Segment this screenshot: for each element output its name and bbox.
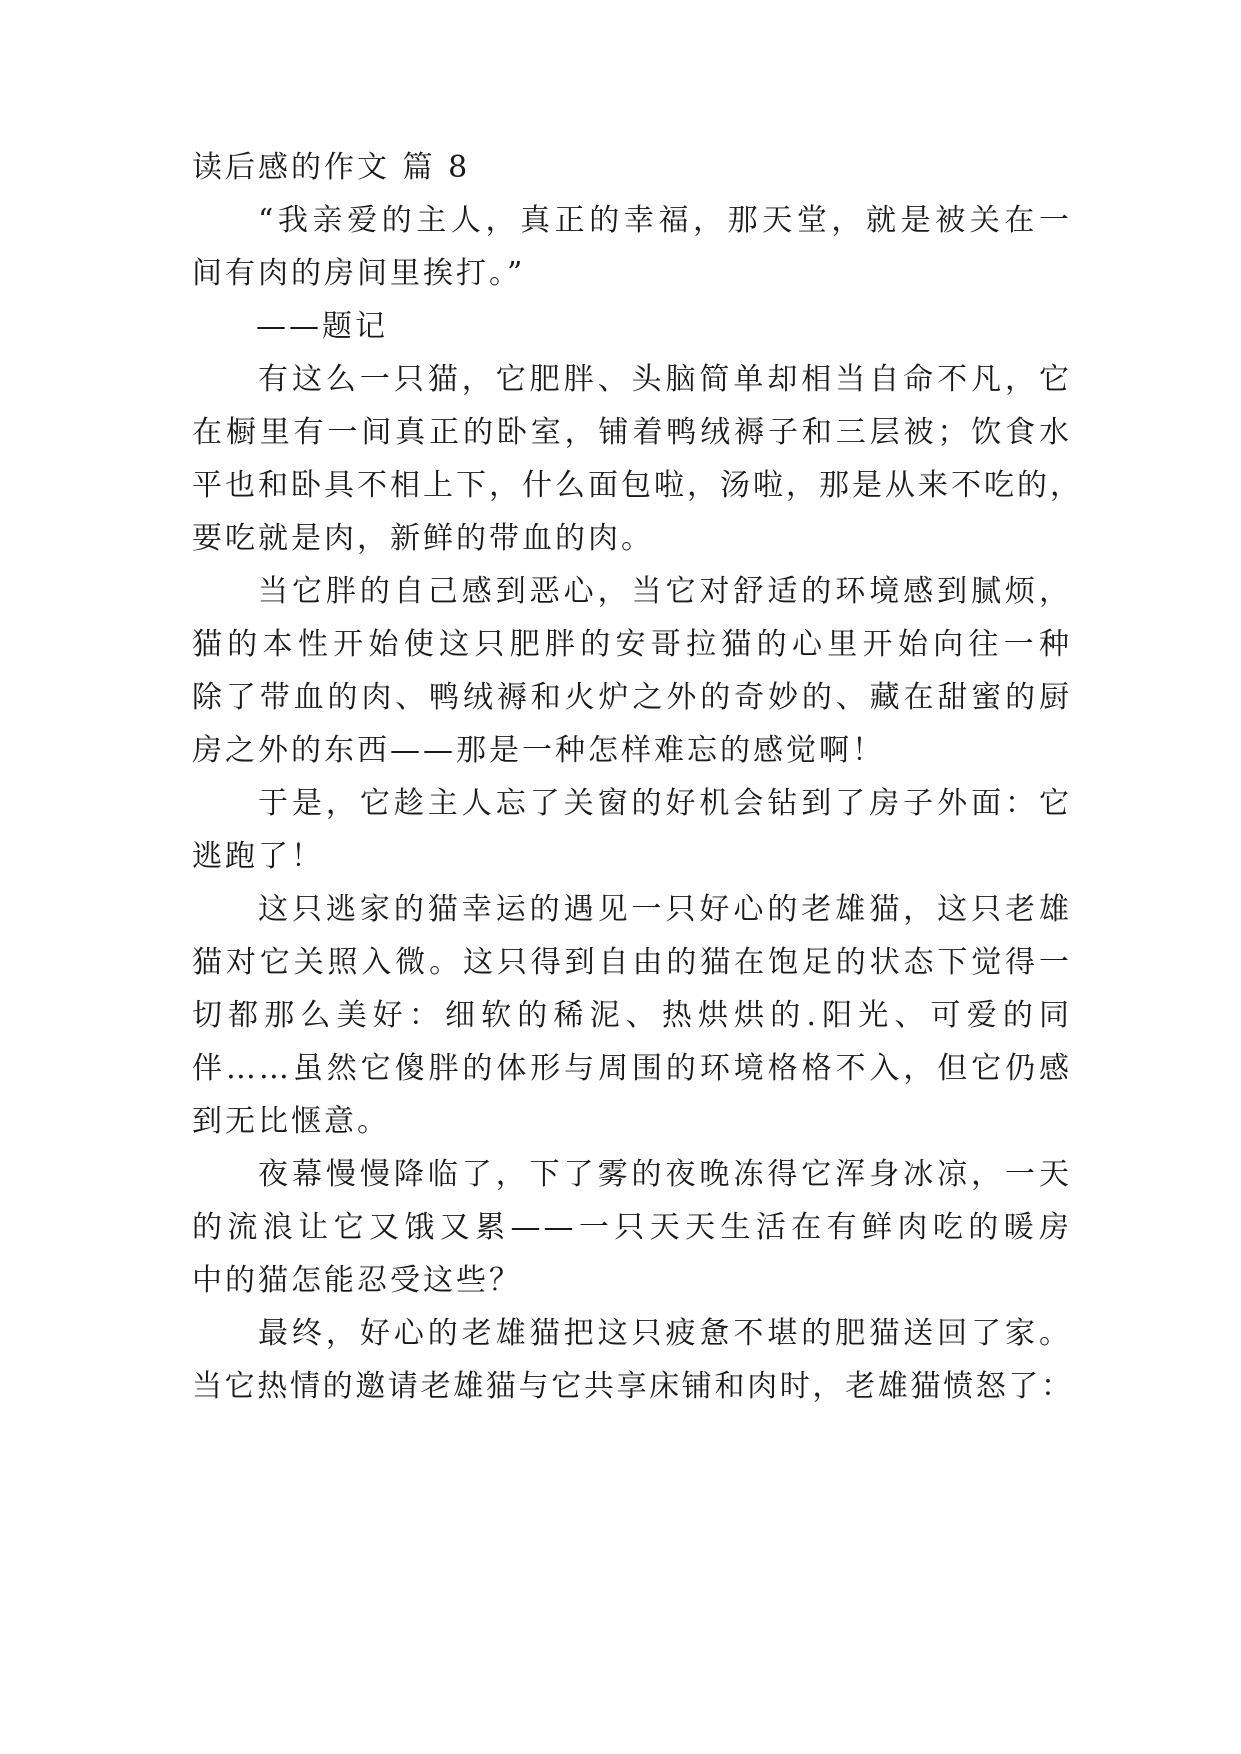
paragraph-line: 最终，好心的老雄猫把这只疲惫不堪的肥猫送回了家。	[258, 1316, 1072, 1351]
paragraph-line: 的流浪让它又饿又累——一只天天生活在有鲜肉吃的暖房	[192, 1210, 1072, 1245]
paragraph-line: 要吃就是肉，新鲜的带血的肉。	[192, 521, 654, 556]
paragraph-line: 夜幕慢慢降临了，下了雾的夜晚冻得它浑身冰凉，一天	[258, 1157, 1072, 1192]
paragraph-line: 当它热情的邀请老雄猫与它共享床铺和肉时，老雄猫愤怒了：	[192, 1369, 1072, 1404]
paragraph-line: 到无比惬意。	[192, 1104, 390, 1139]
paragraph-line: 猫对它关照入微。这只得到自由的猫在饱足的状态下觉得一	[192, 945, 1072, 980]
paragraph-line: 中的猫怎能忍受这些？	[192, 1263, 522, 1298]
document-title: 读后感的作文 篇 8	[192, 150, 471, 185]
paragraph-line: 在橱里有一间真正的卧室，铺着鸭绒褥子和三层被；饮食水	[192, 415, 1072, 450]
paragraph-line: 当它胖的自己感到恶心，当它对舒适的环境感到腻烦，	[258, 574, 1072, 609]
paragraph-line: 伴……虽然它傻胖的体形与周围的环境格格不入，但它仍感	[192, 1051, 1072, 1086]
paragraph-line: 猫的本性开始使这只肥胖的安哥拉猫的心里开始向往一种	[192, 627, 1072, 662]
epigraph-attribution: ——题记	[256, 309, 388, 344]
paragraph-line: 房之外的东西——那是一种怎样难忘的感觉啊！	[192, 733, 885, 768]
paragraph-line: 这只逃家的猫幸运的遇见一只好心的老雄猫，这只老雄	[258, 892, 1072, 927]
paragraph-line: 有这么一只猫，它肥胖、头脑简单却相当自命不凡，它	[258, 362, 1072, 397]
paragraph-line: 于是，它趁主人忘了关窗的好机会钻到了房子外面：它	[258, 786, 1072, 821]
paragraph-line: 除了带血的肉、鸭绒褥和火炉之外的奇妙的、藏在甜蜜的厨	[192, 680, 1072, 715]
paragraph-line: 切都那么美好：细软的稀泥、热烘烘的.阳光、可爱的同	[192, 998, 1072, 1033]
paragraph-line: 平也和卧具不相上下，什么面包啦，汤啦，那是从来不吃的，	[192, 468, 1083, 503]
epigraph-line-2: 间有肉的房间里挨打。”	[192, 256, 526, 291]
epigraph-line-1: “我亲爱的主人，真正的幸福，那天堂，就是被关在一	[258, 203, 1072, 238]
paragraph-line: 逃跑了！	[192, 839, 324, 874]
